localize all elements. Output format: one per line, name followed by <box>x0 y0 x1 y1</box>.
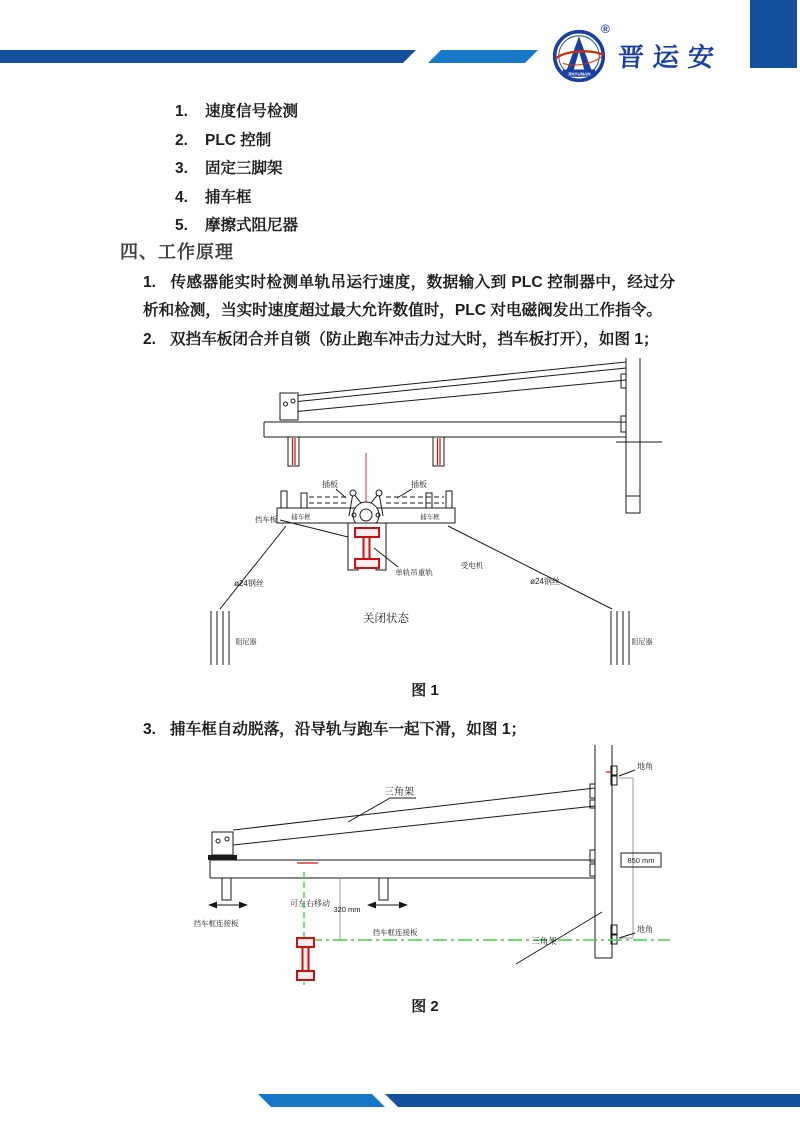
paragraph-number: 3. <box>143 721 157 738</box>
figure-1-caption: 图 1 <box>411 682 439 699</box>
list-item-label: 速度信号检测 <box>205 103 299 120</box>
anchor-label-top: 地角 <box>637 762 653 771</box>
range-arrow-right <box>367 902 408 909</box>
rail-section <box>297 938 314 980</box>
damper-label-right: 阻尼器 <box>631 639 653 646</box>
triangle-label-top: 三角架 <box>384 787 414 798</box>
wire-label-left: ø24钢丝 <box>234 579 264 588</box>
power-unit-label: 受电机 <box>460 561 484 570</box>
list-item-label: PLC 控制 <box>205 131 272 149</box>
section-heading: 四、工作原理 <box>120 242 234 262</box>
dim-850-label: 850 mm <box>627 856 655 865</box>
range-arrow-left <box>208 902 248 909</box>
list-item <box>175 98 298 127</box>
header-rule-dark <box>0 50 416 63</box>
state-label: 关闭状态 <box>363 613 409 625</box>
list-item-label: 捕车框 <box>205 188 252 206</box>
feature-list <box>175 98 298 241</box>
anchor-label-bottom: 地角 <box>637 925 653 934</box>
footer-rule-dark <box>385 1094 800 1107</box>
list-item-number: 4. <box>175 188 188 206</box>
figure-1 <box>150 356 690 676</box>
list-item-number: 3. <box>175 160 188 178</box>
header-rule-light <box>428 50 538 63</box>
insert-plate-label-right: 插板 <box>411 480 427 489</box>
paragraph-text: 双挡车板闭合并自锁（防止跑车冲击力过大时，挡车板打开），如图 1； <box>170 331 659 348</box>
connect-plate-label-mid: 挡车框连接板 <box>372 928 418 937</box>
list-item-label: 固定三脚架 <box>205 160 283 178</box>
triangle-frame <box>208 788 595 860</box>
list-item <box>175 127 298 156</box>
figure-2-caption: 图 2 <box>411 998 439 1015</box>
main-beam <box>210 860 595 878</box>
stop-plate-label: 挡车板 <box>254 515 278 524</box>
paragraph-number: 2. <box>143 331 157 348</box>
triangle-label-bottom: 三角架 <box>531 936 557 946</box>
leader-line <box>619 770 635 776</box>
hanger-left <box>222 878 231 900</box>
company-logo <box>552 22 800 89</box>
list-item-number: 2. <box>175 131 188 149</box>
wire-label-right: ø24钢丝 <box>530 577 560 586</box>
paragraph-3 <box>143 716 675 744</box>
registered-trademark-icon: ® <box>601 22 610 36</box>
wall-post <box>616 358 662 513</box>
movable-label: 可左右移动 <box>290 899 330 908</box>
rail-label: 单轨吊重轨 <box>395 568 433 577</box>
dim-320-label: 320 mm <box>333 905 361 914</box>
paragraph-text: 传感器能实时检测单轨吊运行速度，数据输入到 PLC 控制器中，经过分析和检测，当实时速度超过最大允许数值时，PLC 对电磁阀发出工作指令。 <box>143 274 675 320</box>
wall-post <box>590 745 612 958</box>
paragraph-number: 1. <box>143 274 157 291</box>
list-item <box>175 155 298 184</box>
logo-caption: JINYUNAN <box>567 71 591 77</box>
main-beam <box>264 422 626 437</box>
list-item <box>175 184 298 213</box>
hanger-left <box>288 437 299 466</box>
damper-right <box>611 611 629 665</box>
catch-frame-label-right: 捕车框 <box>420 514 440 521</box>
footer-rule-light <box>258 1094 385 1107</box>
damper-label-left: 阻尼器 <box>235 639 257 646</box>
list-item-number: 5. <box>175 217 188 235</box>
leader-line <box>516 912 602 964</box>
list-item <box>175 212 298 241</box>
list-item-label: 摩擦式阻尼器 <box>205 217 299 235</box>
hanger-right <box>379 878 388 900</box>
paragraph-2 <box>143 326 675 354</box>
list-item-number: 1. <box>175 103 188 120</box>
logo-emblem-icon <box>552 29 606 83</box>
catch-frame-label-left: 捕车框 <box>291 514 311 521</box>
triangle-frame <box>280 362 626 420</box>
figure-2 <box>150 742 690 992</box>
insert-plate-label-left: 插板 <box>322 480 338 489</box>
hanger-right <box>433 437 444 466</box>
paragraph-text: 捕车框自动脱落，沿导轨与跑车一起下滑，如图 1； <box>170 721 527 738</box>
connect-plate-label-left: 挡车框连接板 <box>193 919 239 928</box>
brand-name: 晋运安 <box>616 42 724 72</box>
wire-rope-left <box>220 526 286 609</box>
paragraph-1 <box>143 269 675 325</box>
damper-left <box>211 611 229 665</box>
anchor-bracket-top <box>606 766 617 785</box>
